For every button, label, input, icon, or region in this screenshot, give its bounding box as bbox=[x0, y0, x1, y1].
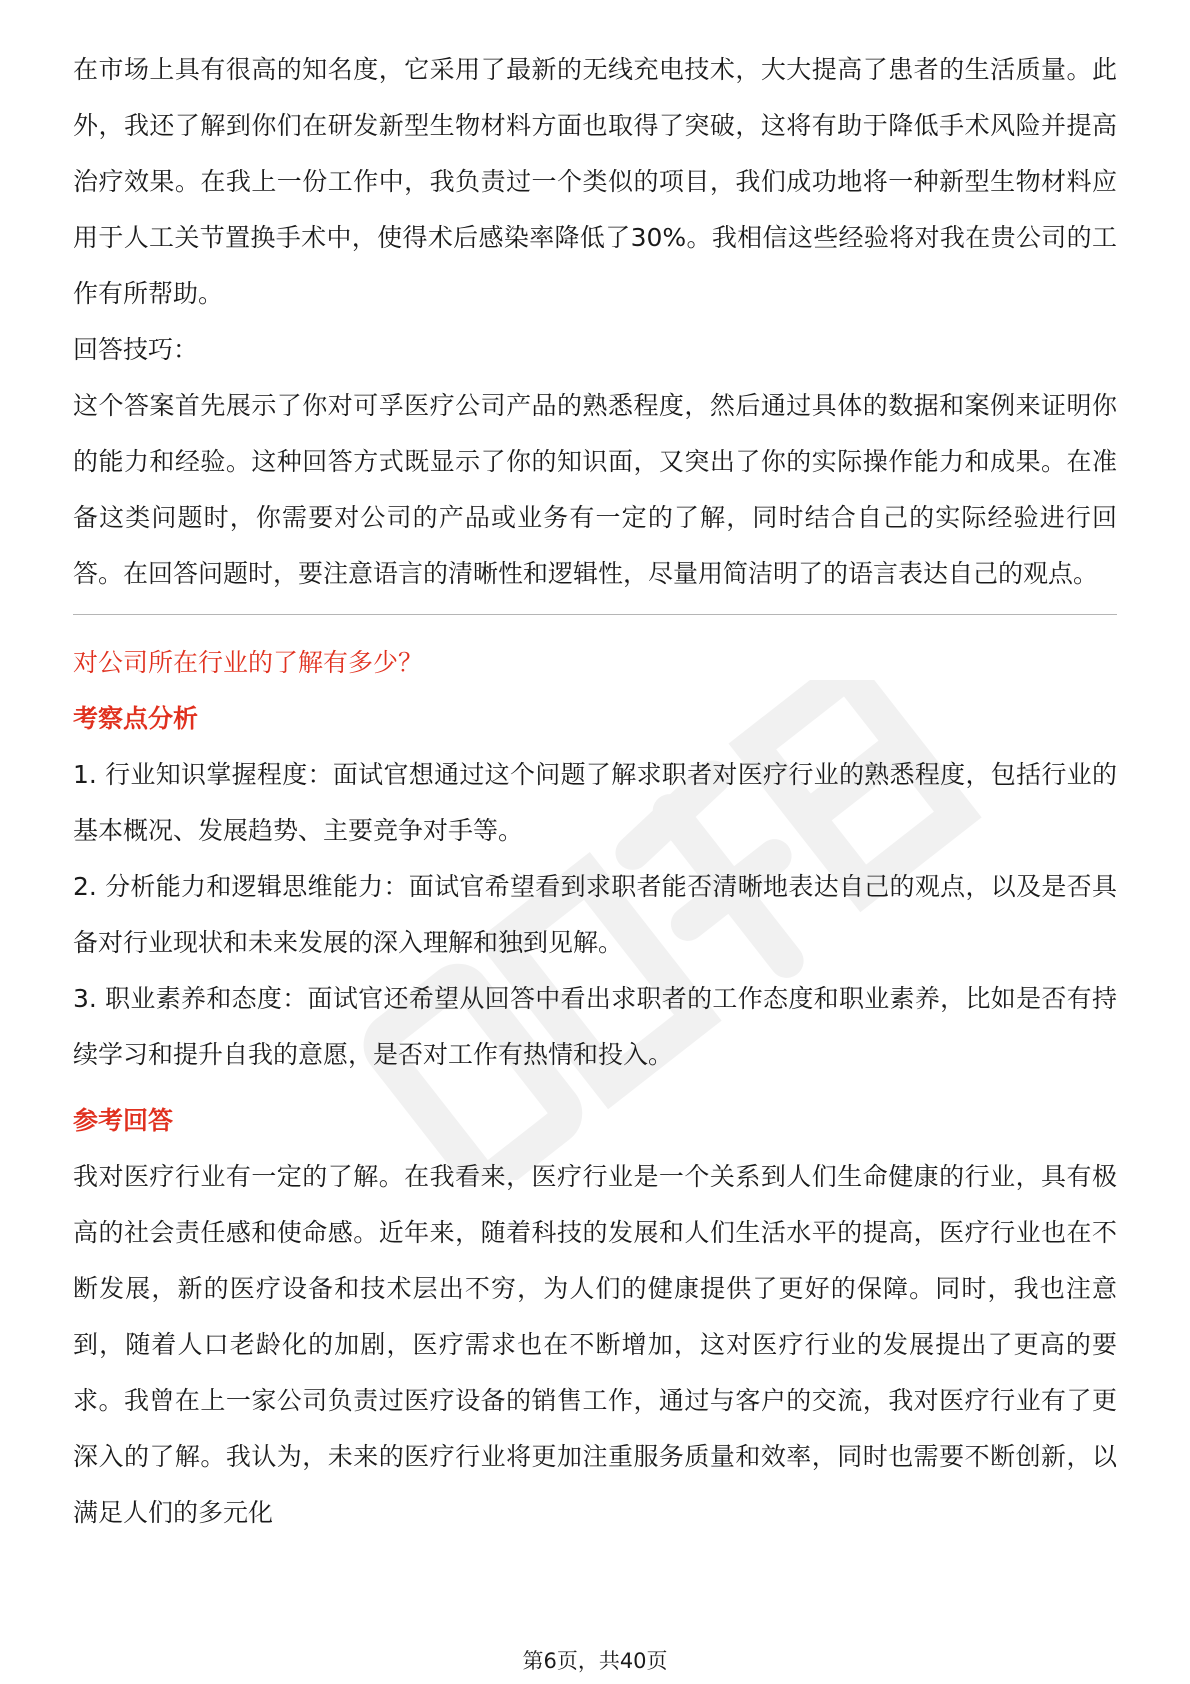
intro-paragraph: 在市场上具有很高的知名度，它采用了最新的无线充电技术，大大提高了患者的生活质量。此外，我还了解到你们在研发新型生物材料方面也取得了突破，这将有助于降低手术风险并提高治疗效果。在我上一份工作中，我负责过一个类似的项目，我们成功地将一种新型生物材料应用于人工关节置换手术中，使得术后感染率降低了30%。我相信这些经验将对我在贵公司的工作有所帮助。 bbox=[73, 55, 1117, 308]
analysis-item-3: 3. 职业素养和态度：面试官还希望从回答中看出求职者的工作态度和职业素养，比如是否有持续学习和提升自我的意愿，是否对工作有热情和投入。 bbox=[73, 984, 1117, 1069]
reference-heading: 参考回答 bbox=[73, 1106, 174, 1135]
section-divider bbox=[73, 614, 1117, 615]
tips-paragraph: 这个答案首先展示了你对可孚医疗公司产品的熟悉程度，然后通过具体的数据和案例来证明你的能力和经验。这种回答方式既显示了你的知识面，又突出了你的实际操作能力和成果。在准备这类问题时，你需要对公司的产品或业务有一定的了解，同时结合自己的实际经验进行回答。在回答问题时，要注意语言的清晰性和逻辑性，尽量用简洁明了的语言表达自己的观点。 bbox=[73, 391, 1117, 588]
reference-paragraph: 我对医疗行业有一定的了解。在我看来，医疗行业是一个关系到人们生命健康的行业，具有极高的社会责任感和使命感。近年来，随着科技的发展和人们生活水平的提高，医疗行业也在不断发展，新的医疗设备和技术层出不穷，为人们的健康提供了更好的保障。同时，我也注意到，随着人口老龄化的加剧，医疗需求也在不断增加，这对医疗行业的发展提出了更高的要求。我曾在上一家公司负责过医疗设备的销售工作，通过与客户的交流，我对医疗行业有了更深入的了解。我认为，未来的医疗行业将更加注重服务质量和效率，同时也需要不断创新，以满足人们的多元化 bbox=[73, 1162, 1117, 1527]
analysis-heading: 考察点分析 bbox=[73, 704, 199, 733]
analysis-item-2: 2. 分析能力和逻辑思维能力：面试官希望看到求职者能否清晰地表达自己的观点，以及是否具备对行业现状和未来发展的深入理解和独到见解。 bbox=[73, 872, 1117, 957]
tips-label: 回答技巧： bbox=[73, 335, 199, 364]
page-content bbox=[73, 42, 1117, 1541]
analysis-item-1: 1. 行业知识掌握程度：面试官想通过这个问题了解求职者对医疗行业的熟悉程度，包括行业的基本概况、发展趋势、主要竞争对手等。 bbox=[73, 760, 1117, 845]
page-footer: 第6页，共40页 bbox=[522, 1649, 668, 1673]
question-title: 对公司所在行业的了解有多少？ bbox=[73, 648, 424, 677]
